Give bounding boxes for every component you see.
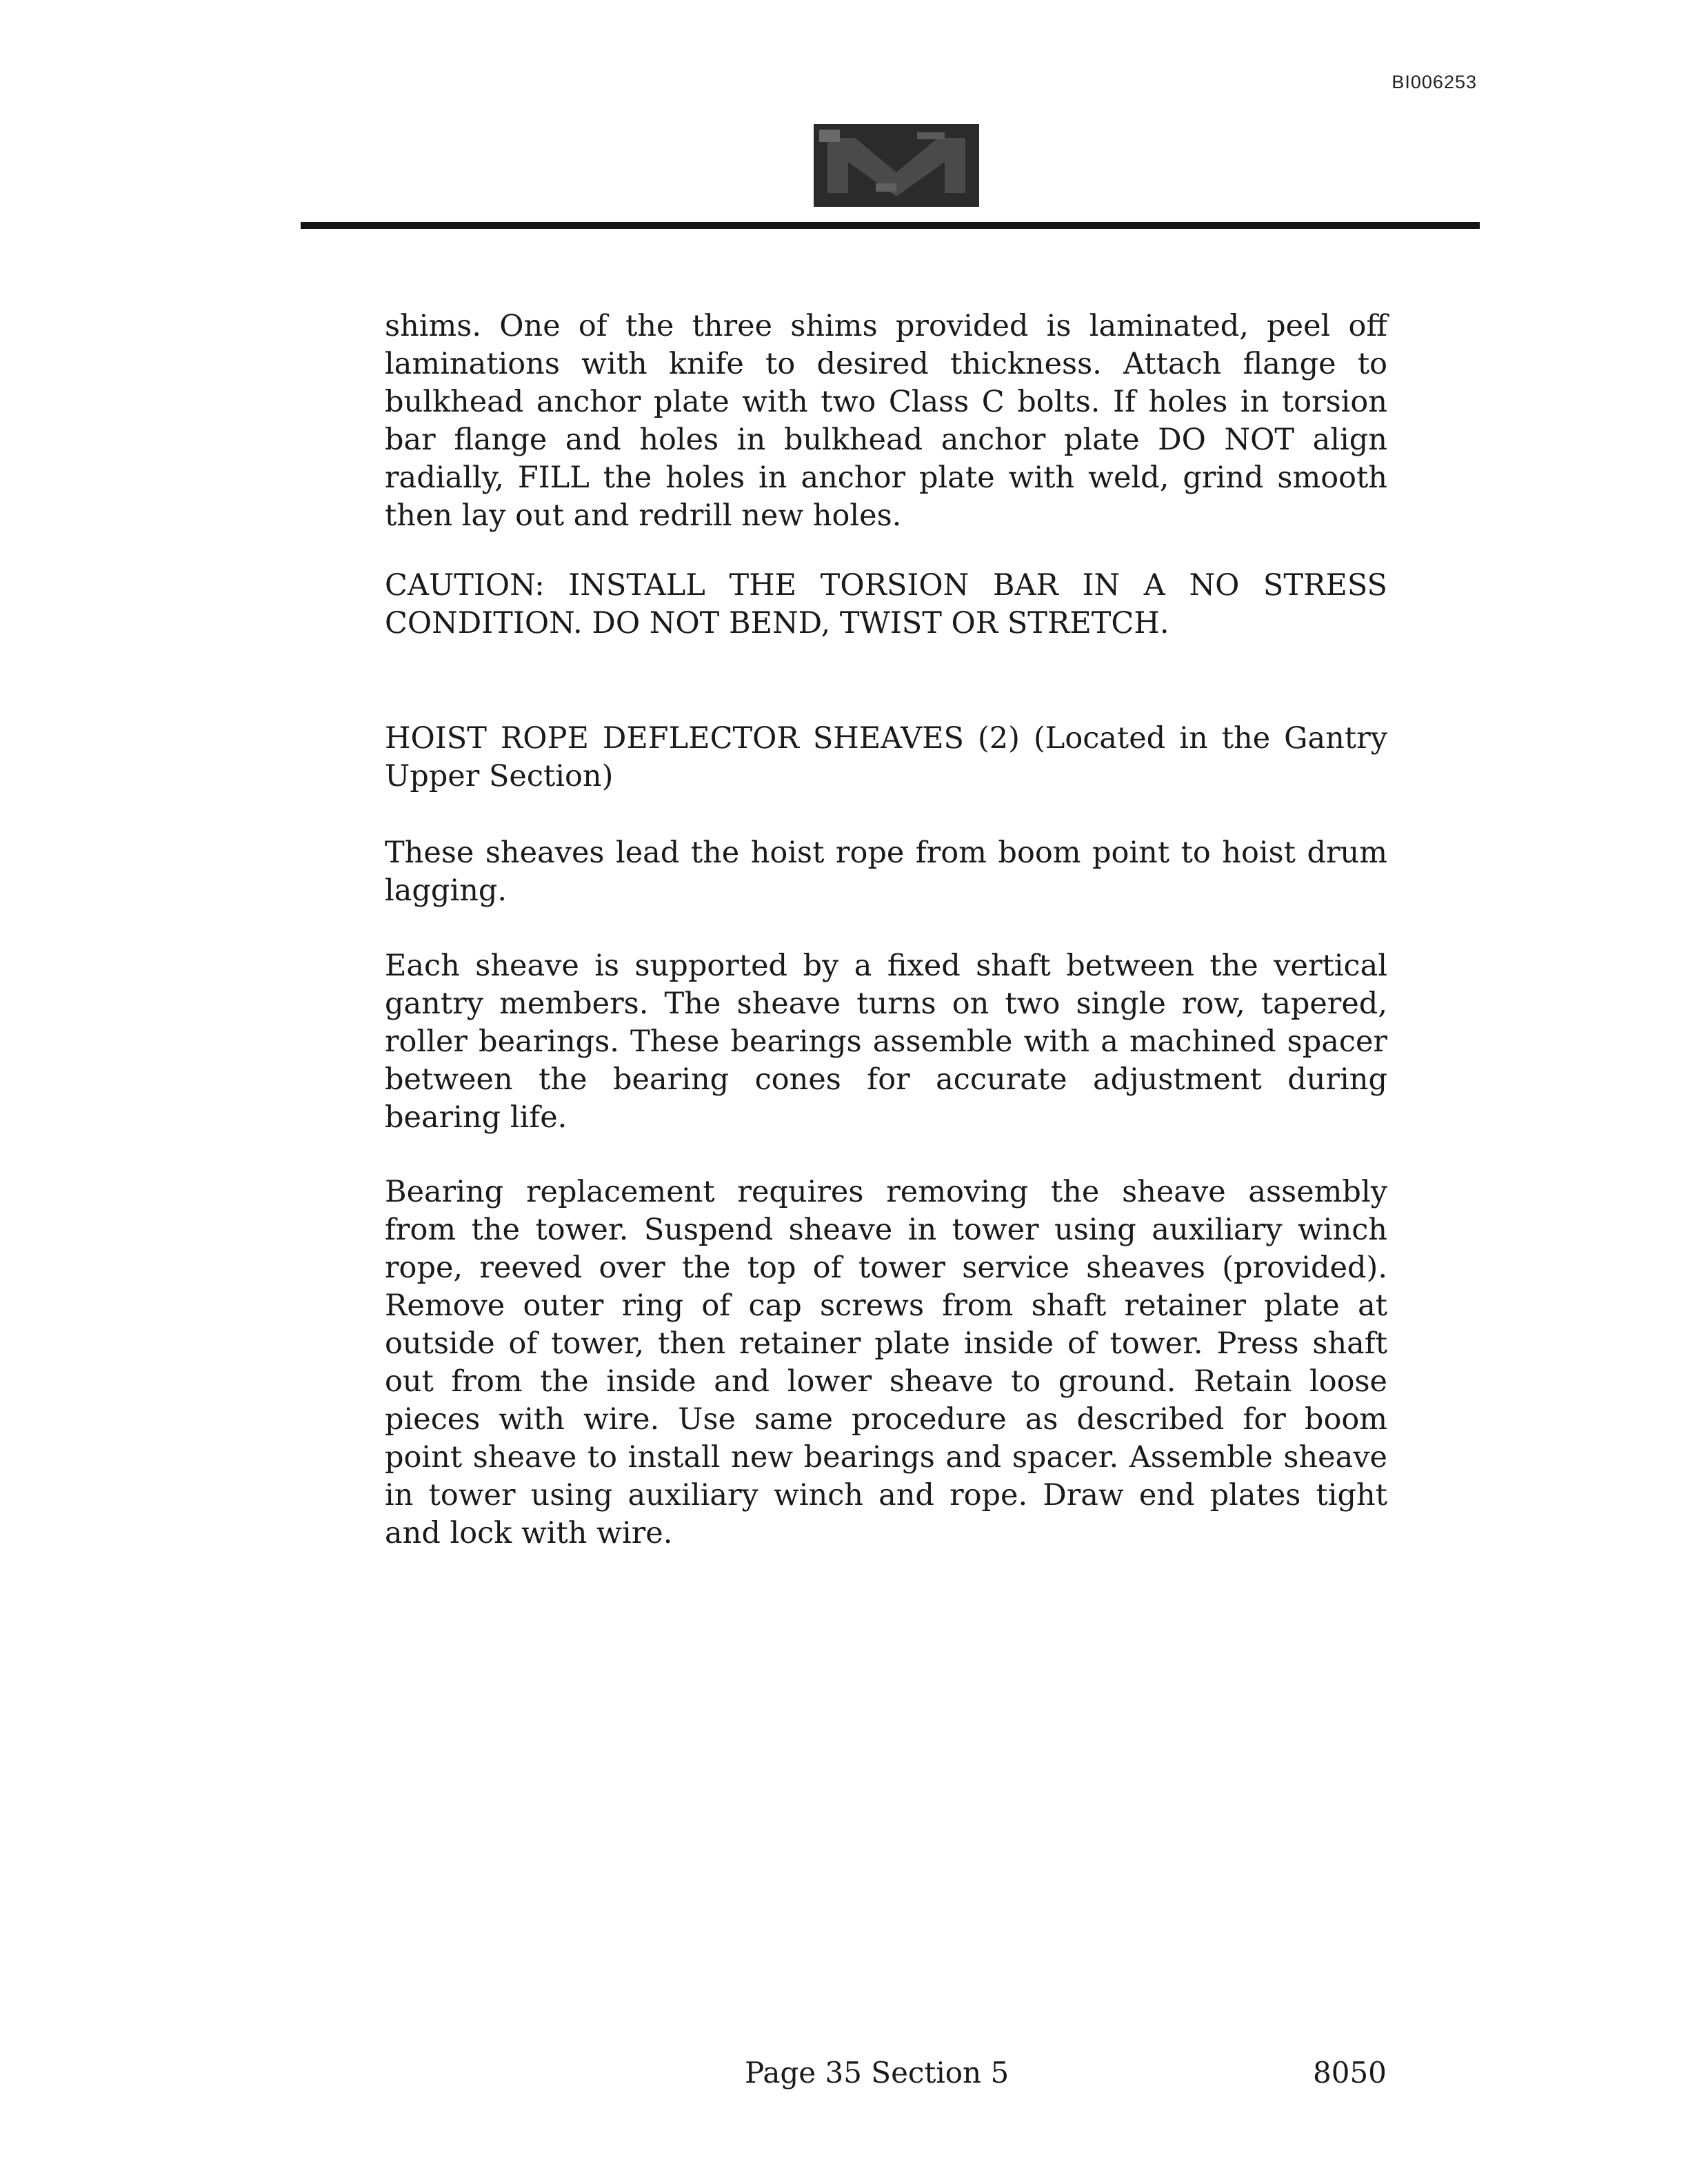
paragraph-sheave-support: Each sheave is supported by a fixed shaft between the vertical gantry members. The sheave turns on two single row, tapered, roller bearings. These bearings assemble with a machined spacer between the bearing cones for accurate adjustment during bearing life. [385, 949, 1387, 1135]
footer-model-number: 8050 [1313, 2056, 1387, 2090]
paragraph-shims: shims. One of the three shims provided is laminated, peel off laminations with knife to desired thickness. Attach flange to bulkhead anchor plate with two Class C bolts. If holes in torsion bar flange and holes in bulkhead anchor plate DO NOT align radially, FILL the holes in anchor plate with weld, grind smooth then lay out and redrill new holes. [385, 309, 1387, 533]
paragraph-sheaves-purpose: These sheaves lead the hoist rope from boom point to hoist drum lagging. [385, 836, 1387, 908]
paragraph-bearing-replacement: Bearing replacement requires removing the sheave assembly from the tower. Suspend sheave in tower using auxiliary winch rope, reeved over the top of tower service sheaves (provided). Remove outer ring of cap screws from shaft retainer plate at outside of tower, then retainer plate inside of tower. Press shaft out from the inside and lower sheave to ground. Retain loose pieces with wire. Use same procedure as described for boom point sheave to install new bearings and spacer. Assemble sheave in tower using auxiliary winch and rope. Draw end plates tight and lock with wire. [385, 1175, 1387, 1550]
section-heading: HOIST ROPE DEFLECTOR SHEAVES (2) (Located in the Gantry Upper Section) [385, 721, 1387, 793]
footer-page-section: Page 35 Section 5 [745, 2056, 1009, 2090]
manitowoc-logo-icon [814, 124, 979, 207]
caution-note: CAUTION: INSTALL THE TORSION BAR IN A NO STRESS CONDITION. DO NOT BEND, TWIST OR STRETCH. [385, 568, 1387, 640]
header-rule [301, 222, 1480, 229]
document-id: BI006253 [1391, 72, 1477, 92]
